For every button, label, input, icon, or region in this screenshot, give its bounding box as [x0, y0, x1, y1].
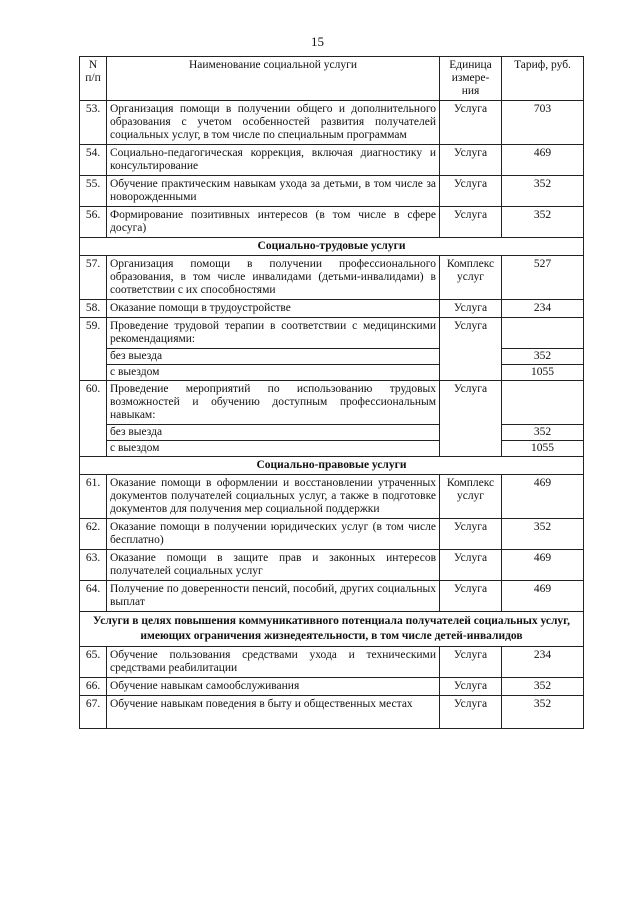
subrow-name: без выезда: [107, 425, 440, 441]
subrow-tariff: 352: [502, 349, 584, 365]
row-tariff: 469: [502, 145, 584, 176]
row-name: Оказание помощи в трудоустройстве: [107, 300, 440, 318]
row-unit: Услуга: [440, 300, 502, 318]
subrow-tariff: 352: [502, 425, 584, 441]
row-num: 60.: [80, 381, 107, 457]
table-row: [80, 381, 584, 425]
table-row: [80, 475, 584, 519]
row-name: Обучение пользования средствами ухода и техническими средствами реабилитации: [107, 647, 440, 678]
row-num: 64.: [80, 581, 107, 612]
row-num: 57.: [80, 256, 107, 300]
row-tariff: 352: [502, 176, 584, 207]
header-unit: Единица измере-ния: [440, 57, 502, 101]
section-heading-labor: [80, 238, 584, 256]
row-unit: Услуга: [440, 145, 502, 176]
row-num: 58.: [80, 300, 107, 318]
row-unit: Услуга: [440, 176, 502, 207]
table-subrow: [80, 441, 584, 457]
row-name: Обучение навыкам самообслуживания: [107, 678, 440, 696]
row-tariff: 352: [502, 519, 584, 550]
table-row: [80, 256, 584, 300]
row-name: Проведение мероприятий по использованию трудовых возможностей и обучению доступным профессиональным навыкам:: [107, 381, 440, 425]
table-header-row: [80, 57, 584, 101]
row-unit: Комплекс услуг: [440, 475, 502, 519]
row-name: Получение по доверенности пенсий, пособий, других социальных выплат: [107, 581, 440, 612]
table-subrow: [80, 425, 584, 441]
row-unit: Услуга: [440, 318, 502, 381]
row-num: 65.: [80, 647, 107, 678]
row-tariff: 469: [502, 550, 584, 581]
table-row: [80, 581, 584, 612]
subrow-name: с выездом: [107, 441, 440, 457]
table-row: [80, 176, 584, 207]
table-row: [80, 300, 584, 318]
row-tariff: 234: [502, 300, 584, 318]
row-unit: Услуга: [440, 101, 502, 145]
row-name: Оказание помощи в получении юридических услуг (в том числе бесплатно): [107, 519, 440, 550]
row-num: 61.: [80, 475, 107, 519]
row-unit: Услуга: [440, 519, 502, 550]
section-title: Услуги в целях повышения коммуникативного потенциала получателей социальных услуг, имеющих ограничения жизнедеятельности, в том числе детей-инвалидов: [80, 612, 584, 647]
row-tariff: 352: [502, 678, 584, 696]
row-name: Организация помощи в получении профессионального образования, в том числе инвалидами (детьми-инвалидами) в соответствии с их способностями: [107, 256, 440, 300]
row-name: Проведение трудовой терапии в соответствии с медицинскими рекомендациями:: [107, 318, 440, 349]
subrow-name: без выезда: [107, 349, 440, 365]
subrow-name: с выездом: [107, 365, 440, 381]
row-name: Организация помощи в получении общего и дополнительного образования с учетом особенностей развития получателей социальных услуг, в том числе по специальным программам: [107, 101, 440, 145]
row-tariff: 234: [502, 647, 584, 678]
header-tariff: Тариф, руб.: [502, 57, 584, 101]
section-heading-legal: [80, 457, 584, 475]
table-row: [80, 207, 584, 238]
row-num: 55.: [80, 176, 107, 207]
row-tariff: 352: [502, 207, 584, 238]
row-tariff: 703: [502, 101, 584, 145]
row-name: Обучение навыкам поведения в быту и общественных местах: [107, 696, 440, 729]
table-row: [80, 696, 584, 729]
row-name: Формирование позитивных интересов (в том числе в сфере досуга): [107, 207, 440, 238]
row-unit: Услуга: [440, 581, 502, 612]
row-unit: Услуга: [440, 207, 502, 238]
table-row: [80, 519, 584, 550]
section-title: Социально-правовые услуги: [80, 457, 584, 475]
row-unit: Комплекс услуг: [440, 256, 502, 300]
header-name: Наименование социальной услуги: [107, 57, 440, 101]
row-unit: Услуга: [440, 647, 502, 678]
row-num: 63.: [80, 550, 107, 581]
header-num: N п/п: [80, 57, 107, 101]
row-num: 54.: [80, 145, 107, 176]
table-subrow: [80, 365, 584, 381]
row-unit: Услуга: [440, 550, 502, 581]
row-name: Оказание помощи в оформлении и восстановлении утраченных документов получателей социальных услуг, а также в подготовке документов для получения мер социальной поддержки: [107, 475, 440, 519]
row-unit: Услуга: [440, 678, 502, 696]
row-tariff: 469: [502, 475, 584, 519]
table-row: [80, 101, 584, 145]
row-num: 66.: [80, 678, 107, 696]
row-num: 59.: [80, 318, 107, 381]
row-num: 62.: [80, 519, 107, 550]
row-tariff-empty: [502, 318, 584, 349]
table-row: [80, 647, 584, 678]
row-num: 67.: [80, 696, 107, 729]
subrow-tariff: 1055: [502, 441, 584, 457]
row-num: 56.: [80, 207, 107, 238]
table-row: [80, 550, 584, 581]
row-name: Обучение практическим навыкам ухода за детьми, в том числе за новорожденными: [107, 176, 440, 207]
row-name: Оказание помощи в защите прав и законных интересов получателей социальных услуг: [107, 550, 440, 581]
table-row: [80, 678, 584, 696]
row-tariff: 352: [502, 696, 584, 729]
page-number: 15: [311, 34, 324, 49]
table-row: [80, 318, 584, 349]
table-row: [80, 145, 584, 176]
subrow-tariff: 1055: [502, 365, 584, 381]
table-subrow: [80, 349, 584, 365]
row-tariff-empty: [502, 381, 584, 425]
services-table: [79, 56, 584, 729]
row-tariff: 469: [502, 581, 584, 612]
row-tariff: 527: [502, 256, 584, 300]
section-title: Социально-трудовые услуги: [80, 238, 584, 256]
row-num: 53.: [80, 101, 107, 145]
row-unit: Услуга: [440, 696, 502, 729]
row-unit: Услуга: [440, 381, 502, 457]
row-name: Социально-педагогическая коррекция, включая диагностику и консультирование: [107, 145, 440, 176]
section-heading-communication: [80, 612, 584, 647]
